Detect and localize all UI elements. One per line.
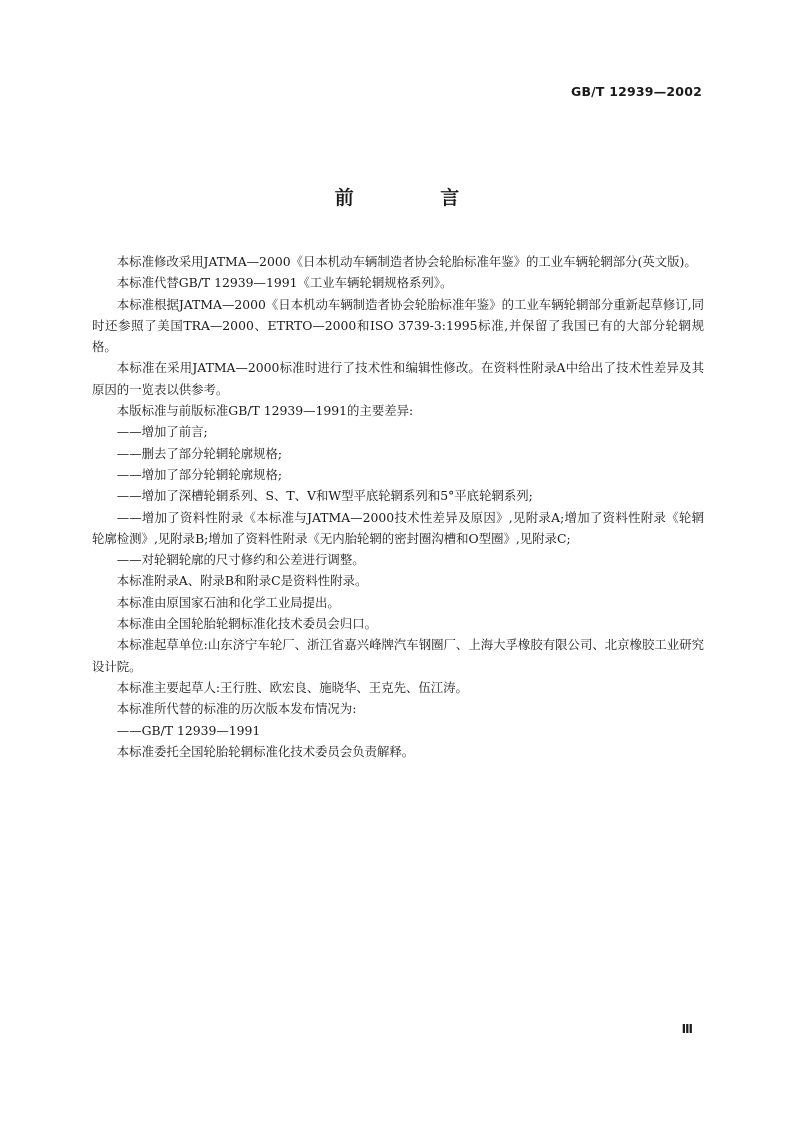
paragraph: 本标准由全国轮胎轮辋标准化技术委员会归口。 (116, 616, 377, 632)
list-item: ——增加了深槽轮辋系列、S、T、V和W型平底轮辋系列和5°平底轮辋系列; (116, 488, 533, 504)
paragraph: 本标准根据JATMA—2000《日本机动车辆制造者协会轮胎标准年鉴》的工业车辆轮辋部分重新起草修订,同时还参照了美国TRA—2000、ETRTO—2000和ISO 3739-3:1995标准,并保留了我国已有的大部分轮辋规格。 (92, 296, 704, 355)
page-title: 前 言 (334, 187, 500, 209)
list-item: ——增加了资料性附录《本标准与JATMA—2000技术性差异及原因》,见附录A;增加了资料性附录《轮辋轮廓检测》,见附录B;增加了资料性附录《无内胎轮辋的密封圈沟槽和O型圈》,见附录C; (92, 509, 704, 546)
list-item: ——删去了部分轮辋轮廓规格; (116, 445, 283, 461)
list-item: ——增加了前言; (116, 424, 208, 440)
paragraph: 本标准所代替的标准的历次版本发布情况为: (116, 701, 357, 717)
list-item: ——增加了部分轮辋轮廓规格; (116, 466, 283, 482)
paragraph: 本版标准与前版标准GB/T 12939—1991的主要差异: (116, 403, 414, 419)
page-number: Ⅲ (681, 1022, 693, 1036)
standard-code: GB/T 12939—2002 (570, 84, 702, 99)
paragraph: 本标准代替GB/T 12939—1991《工业车辆轮辋规格系列》。 (116, 275, 453, 291)
paragraph: 本标准由原国家石油和化学工业局提出。 (116, 594, 340, 610)
paragraph: 本标准附录A、附录B和附录C是资料性附录。 (116, 573, 368, 589)
paragraph: 本标准主要起草人:王行胜、欧宏良、施晓华、王克先、伍江涛。 (116, 679, 468, 695)
paragraph: 本标准委托全国轮胎轮辋标准化技术委员会负责解释。 (116, 743, 415, 759)
list-item: ——GB/T 12939—1991 (116, 722, 261, 738)
paragraph: 本标准起草单位:山东济宁车轮厂、浙江省嘉兴峰牌汽车钢圈厂、上海大孚橡胶有限公司、北京橡胶工业研究设计院。 (92, 637, 704, 674)
paragraph: 本标准在采用JATMA—2000标准时进行了技术性和编辑性修改。在资料性附录A中给出了技术性差异及其原因的一览表以供参考。 (92, 360, 704, 397)
list-item: ——对轮辋轮廓的尺寸修约和公差进行调整。 (116, 552, 365, 568)
paragraph: 本标准修改采用JATMA—2000《日本机动车辆制造者协会轮胎标准年鉴》的工业车辆轮辋部分(英文版)。 (116, 254, 697, 269)
document-body (92, 251, 704, 762)
